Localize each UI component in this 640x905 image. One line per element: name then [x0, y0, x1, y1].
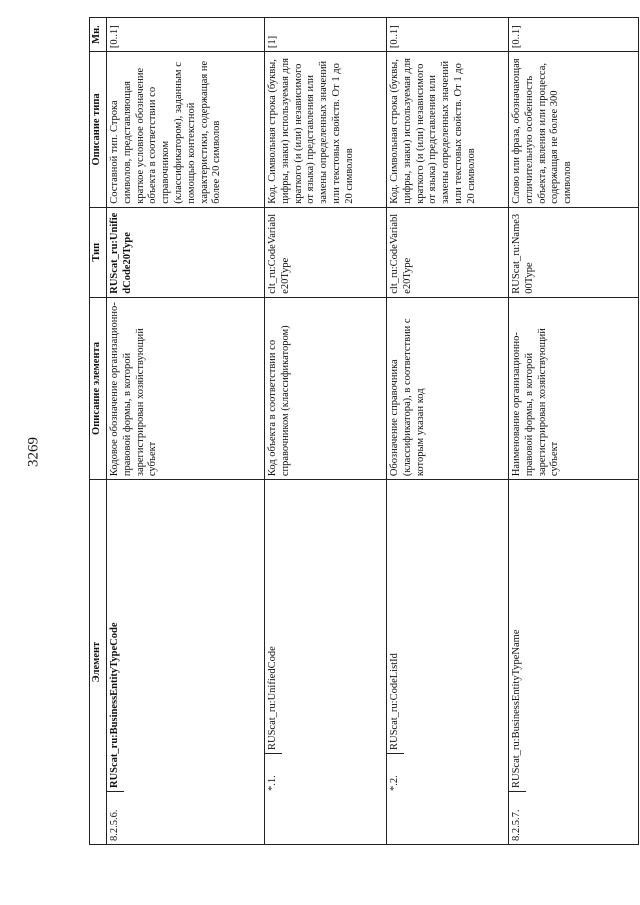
row-number: 8.2.5.6. — [107, 791, 124, 844]
type-description: Слово или фраза, обозначающая отличительную особенность объекта, явления или процесса, содержащая не более 300 символов — [509, 52, 639, 208]
schema-table — [89, 17, 639, 845]
multiplicity: [0..1] — [509, 18, 639, 52]
type-name: RUScat_ru:Name300Type — [509, 207, 639, 297]
multiplicity: [0..1] — [107, 18, 265, 52]
element-name: RUScat_ru:BusinessEntityTypeCode — [109, 622, 120, 788]
element-cell — [509, 480, 639, 845]
type-description: Код. Символьная строка (буквы, цифры, знаки) используемая для краткого (и (или) независимого от языка) представления или замены определенных значений или текстовых свойств. От 1 до 20 символов — [265, 52, 387, 208]
table-row — [265, 18, 387, 845]
type-name: RUScat_ru:UnifiedCode20Type — [107, 207, 265, 297]
row-number: 8.2.5.7. — [509, 791, 526, 844]
rotated-table-container — [89, 17, 640, 845]
table-row — [107, 18, 265, 845]
element-name: RUScat_ru:UnifiedCode — [267, 646, 278, 750]
table-row — [387, 18, 509, 845]
sub-number: *.1. — [265, 753, 282, 794]
element-description: Код объекта в соответствии со справочником (классификатором) — [265, 297, 387, 479]
element-cell — [107, 480, 265, 845]
element-description: Обозначение справочника (классификатора), в соответствии с которым указан код — [387, 297, 509, 479]
page-number: 3269 — [25, 437, 42, 467]
sub-number: *.2. — [387, 753, 404, 794]
element-cell — [387, 480, 509, 845]
header-multiplicity: Мн. — [90, 18, 107, 52]
type-name: clt_ru:CodeVariable20Type — [265, 207, 387, 297]
element-name: RUScat_ru:CodeListId — [389, 653, 400, 750]
type-name: clt_ru:CodeVariable20Type — [387, 207, 509, 297]
element-description: Наименование организационно-правовой формы, в которой зарегистрирован хозяйствующий субъект — [509, 297, 639, 479]
multiplicity: [0..1] — [387, 18, 509, 52]
element-name: RUScat_ru:BusinessEntityTypeName — [511, 629, 522, 788]
element-cell — [265, 480, 387, 845]
header-element-desc: Описание элемента — [90, 297, 107, 479]
type-description: Составной тип. Строка символов, представляющая краткое условное обозначение объекта в соответствии со справочником (классификатором), заданным с помощью контекстной характеристики, содержащая не более 20 символов — [107, 52, 265, 208]
header-element: Элемент — [90, 480, 107, 845]
table-row — [509, 18, 639, 845]
table-header-row — [90, 18, 107, 845]
multiplicity: [1] — [265, 18, 387, 52]
header-type-desc: Описание типа — [90, 52, 107, 208]
type-description: Код. Символьная строка (буквы, цифры, знаки) используемая для краткого (и (или) независимого от языка) представления или замены определенных значений или текстовых свойств. От 1 до 20 символов — [387, 52, 509, 208]
element-description: Кодовое обозначение организационно-правовой формы, в которой зарегистрирован хозяйствующий субъект — [107, 297, 265, 479]
header-type: Тип — [90, 207, 107, 297]
